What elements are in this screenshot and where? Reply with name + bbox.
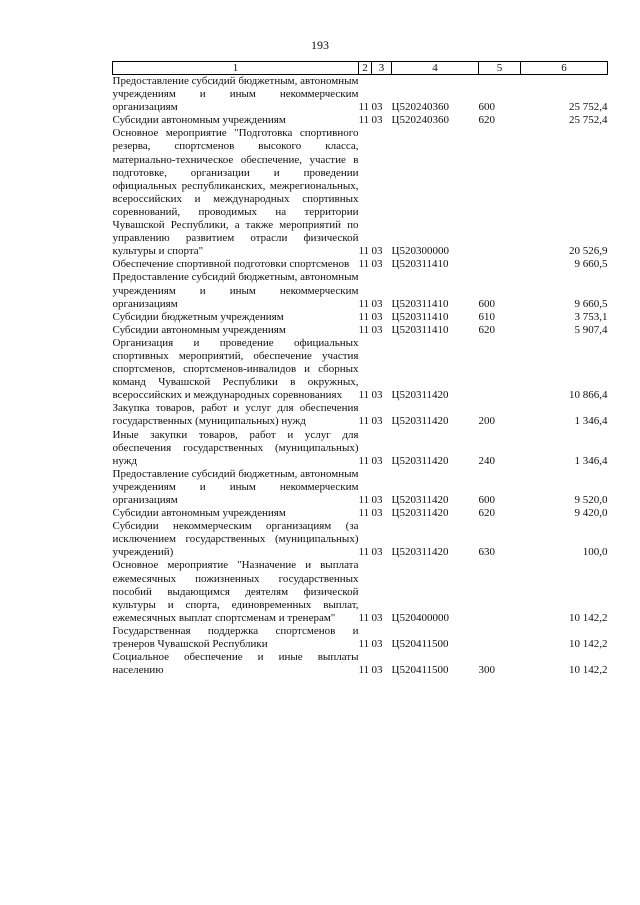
row-section: 11	[358, 611, 370, 624]
row-name: Закупка товаров, работ и услуг для обеспечения государственных (муниципальных) нужд	[112, 402, 359, 428]
row-section: 11	[358, 638, 370, 651]
table-row	[113, 127, 608, 258]
row-target-article: Ц520311410	[391, 258, 449, 271]
row-section: 11	[358, 454, 370, 467]
row-sum: 9 420,0	[574, 507, 608, 520]
table-row	[113, 468, 608, 507]
row-target-article: Ц520311420	[391, 454, 449, 467]
row-subsection: 03	[371, 507, 383, 520]
row-name: Предоставление субсидий бюджетным, автономным учреждениям и иным некоммерческим организациям	[112, 271, 359, 310]
row-target-article: Ц520311420	[391, 415, 449, 428]
row-name: Организация и проведение официальных спортивных мероприятий, обеспечение участия спортсменов, спортсменов-инвалидов и сборных команд Чувашской Республики в окружных, всероссийских и международных соревнованиях	[112, 336, 359, 402]
row-subsection: 03	[371, 546, 383, 559]
row-target-article: Ц520311410	[391, 297, 449, 310]
row-sum: 9 660,5	[574, 258, 608, 271]
row-sum: 3 753,1	[574, 310, 608, 323]
row-expense-type: 620	[478, 323, 495, 336]
row-name: Субсидии автономным учреждениям	[112, 323, 286, 336]
row-subsection: 03	[371, 415, 383, 428]
row-subsection: 03	[371, 638, 383, 651]
row-name: Основное мероприятие "Подготовка спортивного резерва, спортсменов высокого класса, материально-техническое обеспечение, участие в подготовке, организации и проведении официальных республиканских, межрегиональных, всероссийских и международных спортивных соревнований, проводимых на территории Чувашской Республики, а также мероприятий по управлению развитием отрасли физической культуры и спорта"	[112, 127, 359, 258]
row-section: 11	[358, 258, 370, 271]
header-col-3: 3	[372, 62, 392, 75]
row-subsection: 03	[371, 494, 383, 506]
row-subsection: 03	[371, 297, 383, 310]
row-expense-type: 600	[478, 297, 495, 310]
table-row	[113, 75, 608, 115]
row-sum: 20 526,9	[569, 245, 608, 258]
row-name: Государственная поддержка спортсменов и тренеров Чувашской Республики	[112, 624, 359, 651]
table-row	[113, 324, 608, 337]
row-sum: 10 866,4	[569, 389, 608, 402]
row-section: 11	[358, 507, 370, 520]
row-target-article: Ц520311410	[391, 323, 449, 336]
row-expense-type: 240	[478, 454, 495, 467]
row-name: Предоставление субсидий бюджетным, автономным учреждениям и иным некоммерческим организациям	[112, 75, 359, 114]
row-target-article: Ц520311420	[391, 389, 449, 402]
row-name: Субсидии бюджетным учреждениям	[112, 310, 284, 323]
row-expense-type	[479, 127, 521, 258]
row-sum: 10 142,2	[569, 664, 608, 677]
row-target-article: Ц520311420	[391, 507, 449, 520]
page-number: 193	[311, 38, 329, 52]
row-section: 11	[358, 101, 370, 114]
row-name: Предоставление субсидий бюджетным, автономным учреждениям и иным некоммерческим организациям	[112, 467, 359, 506]
row-subsection: 03	[371, 310, 383, 323]
row-target-article: Ц520311420	[391, 546, 449, 559]
budget-table	[112, 61, 608, 677]
row-sum: 10 142,2	[569, 611, 608, 624]
table-row	[113, 258, 608, 271]
row-sum: 9 660,5	[574, 297, 608, 310]
row-expense-type	[479, 625, 521, 651]
row-subsection: 03	[371, 611, 383, 624]
row-subsection: 03	[371, 114, 383, 127]
row-target-article: Ц520240360	[391, 114, 449, 127]
row-section: 11	[358, 389, 370, 402]
row-sum: 10 142,2	[569, 638, 608, 651]
table-row	[113, 337, 608, 402]
row-section: 11	[358, 323, 370, 336]
row-name: Социальное обеспечение и иные выплаты населению	[112, 651, 359, 677]
table-row	[113, 520, 608, 559]
header-col-4: 4	[392, 62, 479, 75]
row-subsection: 03	[371, 101, 383, 114]
row-sum: 5 907,4	[574, 323, 608, 336]
row-subsection: 03	[371, 258, 383, 271]
row-expense-type: 300	[478, 664, 495, 677]
table-row	[113, 271, 608, 310]
header-col-6: 6	[521, 62, 608, 75]
row-expense-type: 200	[478, 415, 495, 428]
table-row	[113, 429, 608, 468]
row-expense-type: 600	[478, 101, 495, 114]
table-row	[113, 559, 608, 624]
header-row	[113, 62, 608, 75]
row-name: Субсидии автономным учреждениям	[112, 114, 286, 127]
table-row	[113, 402, 608, 428]
row-section: 11	[358, 415, 370, 428]
row-sum: 100,0	[582, 546, 608, 559]
row-section: 11	[358, 494, 370, 506]
table-row	[113, 651, 608, 677]
row-target-article: Ц520240360	[391, 101, 449, 114]
row-sum: 1 346,4	[574, 415, 608, 428]
header-col-5: 5	[479, 62, 521, 75]
row-target-article: Ц520400000	[391, 611, 449, 624]
row-expense-type: 600	[478, 494, 495, 506]
row-section: 11	[358, 297, 370, 310]
row-target-article: Ц520311420	[391, 494, 449, 506]
row-subsection: 03	[371, 323, 383, 336]
row-target-article: Ц520311410	[391, 310, 449, 323]
table-row	[113, 507, 608, 520]
row-section: 11	[358, 664, 370, 677]
row-section: 11	[358, 114, 370, 127]
row-subsection: 03	[371, 389, 383, 402]
table-row	[113, 625, 608, 651]
row-expense-type: 620	[478, 114, 495, 127]
row-section: 11	[358, 245, 370, 258]
row-sum: 9 520,0	[574, 494, 608, 506]
row-section: 11	[358, 310, 370, 323]
row-sum: 1 346,4	[574, 454, 608, 467]
row-expense-type	[479, 337, 521, 402]
row-sum: 25 752,4	[569, 101, 608, 114]
row-name: Обеспечение спортивной подготовки спортсменов	[112, 258, 350, 271]
row-expense-type	[479, 258, 521, 271]
row-expense-type: 610	[478, 310, 495, 323]
row-name: Основное мероприятие "Назначение и выплата ежемесячных пожизненных государственных пособий выдающимся деятелям физической культуры и спорта, единовременных выплат, ежемесячных выплат спортсменам и тренерам"	[112, 559, 359, 624]
row-expense-type: 630	[478, 546, 495, 559]
row-sum: 25 752,4	[569, 114, 608, 127]
row-expense-type: 620	[478, 507, 495, 520]
table-row	[113, 311, 608, 324]
header-col-2: 2	[359, 62, 372, 75]
row-subsection: 03	[371, 454, 383, 467]
row-name: Субсидии автономным учреждениям	[112, 507, 286, 520]
row-subsection: 03	[371, 245, 383, 258]
header-col-1: 1	[113, 62, 359, 75]
row-name: Иные закупки товаров, работ и услуг для обеспечения государственных (муниципальных) нужд	[112, 428, 359, 467]
row-target-article: Ц520411500	[391, 638, 449, 651]
row-section: 11	[358, 546, 370, 559]
table-row	[113, 114, 608, 127]
row-subsection: 03	[371, 664, 383, 677]
row-target-article: Ц520300000	[391, 245, 449, 258]
row-expense-type	[479, 559, 521, 624]
row-name: Субсидии некоммерческим организациям (за исключением государственных (муниципальных) учреждений)	[112, 520, 359, 559]
row-target-article: Ц520411500	[391, 664, 449, 677]
